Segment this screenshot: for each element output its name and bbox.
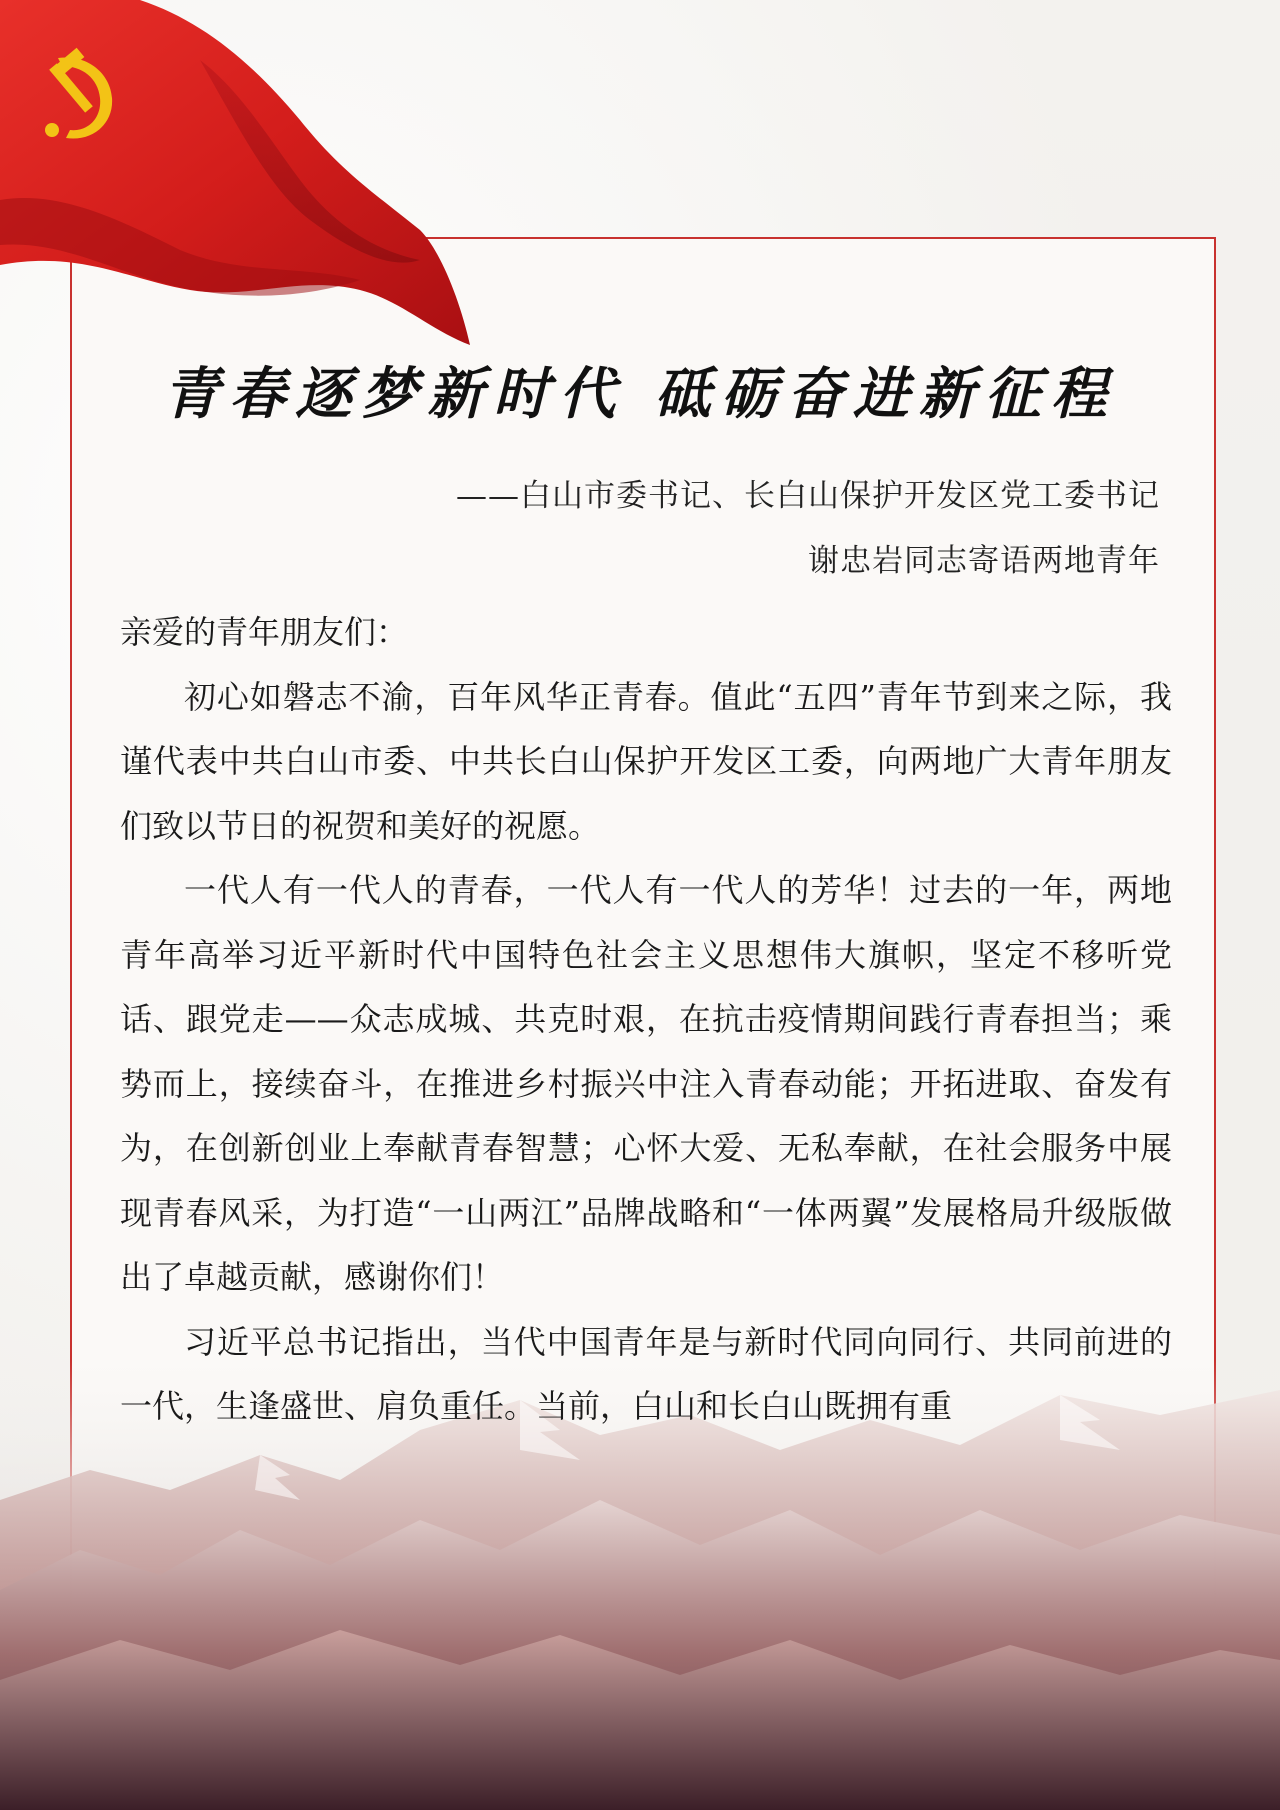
salutation: 亲爱的青年朋友们：: [120, 613, 409, 651]
party-flag-icon: [0, 0, 480, 360]
subtitle-line-2: 谢忠岩同志寄语两地青年: [808, 543, 1160, 579]
paragraph-3: 习近平总书记指出，当代中国青年是与新时代同向同行、共同前进的一代，生逢盛世、肩负重任。当前，白山和长白山既拥有重: [120, 1322, 1172, 1425]
paragraph-1: 初心如磐志不渝，百年风华正青春。值此“五四”青年节到来之际，我谨代表中共白山市委、中共长白山保护开发区工委，向两地广大青年朋友们致以节日的祝贺和美好的祝愿。: [120, 677, 1172, 845]
subtitle-line-1: ——白山市委书记、长白山保护开发区党工委书记: [456, 478, 1160, 514]
document-title: 青春逐梦新时代 砥砺奋进新征程: [163, 361, 1117, 427]
paragraph-2: 一代人有一代人的青春，一代人有一代人的芳华！过去的一年，两地青年高举习近平新时代中国特色社会主义思想伟大旗帜，坚定不移听党话、跟党走——众志成城、共克时艰，在抗击疫情期间践行青春担当；乘势而上，接续奋斗，在推进乡村振兴中注入青春动能；开拓进取、奋发有为，在创新创业上奉献青春智慧；心怀大爱、无私奉献，在社会服务中展现青春风采，为打造“一山两江”品牌战略和“一体两翼”发展格局升级版做出了卓越贡献，感谢你们！: [120, 871, 1172, 1296]
letter-body: [120, 600, 1172, 1439]
